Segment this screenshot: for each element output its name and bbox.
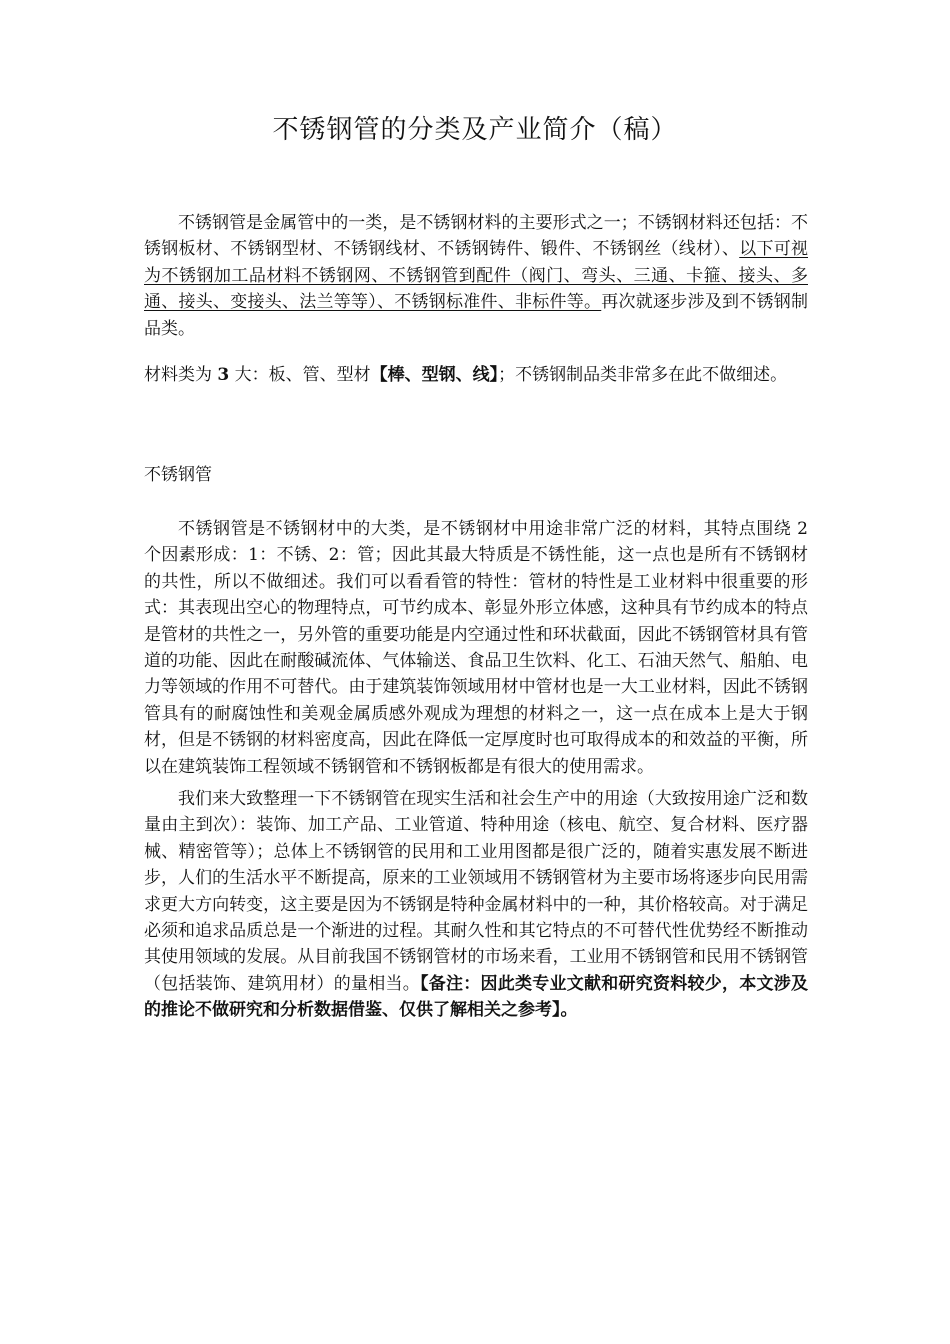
remark-note: 【备注：因此类专业文献和研究资料较少，本文涉及的推论不做研究和分析数据借鉴、仅供了解相关之参考】。 [144, 973, 808, 1021]
section-heading: 不锈钢管 [144, 465, 212, 485]
categories-post: ；不锈钢制品类非常多在此不做细述。 [498, 365, 788, 385]
document-title: 不锈钢管的分类及产业简介（稿） [272, 115, 678, 145]
categories-bracket: 【棒、型钢、线】 [370, 365, 499, 385]
body-paragraph-1: 不锈钢管是不锈钢材中的大类，是不锈钢材中用途非常广泛的材料，其特点围绕 2 个因素形成：1：不锈、2：管；因此其最大特质是不锈性能，这一点也是所有不锈钢材的共性，所以不做细述。我们可以看看管的特性：管材的特性是工业材料中很重要的形式：其表现出空心的物理特点，可节约成本、彰显外形立体感，这种具有节约成本的特点是管材的共性之一，另外管的重要功能是内空通过性和环状截面，因此不锈钢管材具有管道的功能、因此在耐酸碱流体、气体输送、食品卫生饮料、化工、石油天然气、船舶、电力等领域的作用不可替代。由于建筑装饰领域用材中管材也是一大工业材料，因此不锈钢管具有的耐腐蚀性和美观金属质感外观成为理想的材料之一，这一点在成本上是大于钢材，但是不锈钢的材料密度高，因此在降低一定厚度时也可取得成本的和效益的平衡，所以在建筑装饰工程领域不锈钢管和不锈钢板都是有很大的使用需求。 [144, 519, 808, 777]
categories-pre: 材料类为 [144, 365, 212, 385]
body-paragraph-2 [144, 786, 808, 1024]
categories-paragraph [144, 362, 808, 388]
intro-underlined-text: 以下可视为不锈钢加工品材料不锈钢网、不锈钢管到配件（阀门、弯头、三通、卡箍、接头、多通、接头、变接头、法兰等等）、不锈钢标准件、非标件等。 [144, 239, 808, 313]
body-paragraph-2-text: 我们来大致整理一下不锈钢管在现实生活和社会生产中的用途（大致按用途广泛和数量由主到次）：装饰、加工产品、工业管道、特种用途（核电、航空、复合材料、医疗器械、精密管等）；总体上不锈钢管的民用和工业用图都是很广泛的，随着实惠发展不断进步，人们的生活水平不断提高，原来的工业领域用不锈钢管材为主要市场将逐步向民用需求更大方向转变，这主要是因为不锈钢是特种金属材料中的一种，其价格较高。对于满足必须和追求品质总是一个渐进的过程。其耐久性和其它特点的不可替代性优势经不断推动其使用领域的发展。从目前我国不锈钢管材的市场来看，工业用不锈钢管和民用不锈钢管（包括装饰、建筑用材）的量相当。 [144, 789, 808, 994]
intro-text: 不锈钢管是金属管中的一类，是不锈钢材料的主要形式之一；不锈钢材料还包括：不锈钢板材、不锈钢型材、不锈钢线材、不锈钢铸件、锻件、不锈钢丝（线材）、 [144, 213, 808, 260]
categories-number: 3 [217, 365, 230, 385]
intro-paragraph [144, 210, 808, 342]
intro-text-end: 再次就逐步涉及到不锈钢制品类。 [144, 292, 808, 339]
categories-mid: 大：板、管、型材 [234, 365, 371, 385]
